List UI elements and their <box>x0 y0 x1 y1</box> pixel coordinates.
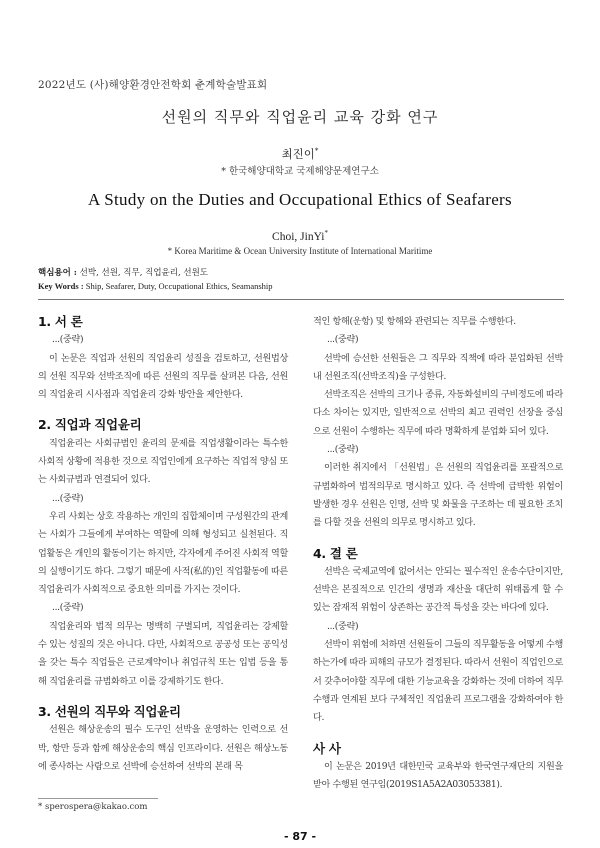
english-affiliation: * Korea Maritime & Ocean University Institute of International Maritime <box>167 246 433 256</box>
english-author-mark: * <box>324 229 328 237</box>
section-2-paragraph-1: 직업윤리는 사회규범인 윤리의 문제를 직업생활이라는 특수한 사회적 상황에 적용한 것으로 직업인에게 요구하는 직업적 양심 또는 사회규범과 연결되어 있다. <box>38 438 288 486</box>
section-3-paragraph: 선원은 해상운송의 필수 도구인 선박을 운영하는 인력으로 선박, 항만 등과 함께 해상운송의 핵심 인프라이다. 선원은 해상노동에 종사하는 사람으로 선박에 승선하여 선박의 본래 목 <box>38 725 288 772</box>
footnote-email: * sperospera@kakao.com <box>38 802 148 812</box>
english-title: A Study on the Duties and Occupational Ethics of Seafarers <box>88 190 512 209</box>
section-2-title: 2. 직업과 직업윤리 <box>38 417 142 433</box>
acknowledgement-title: 사 사 <box>313 740 341 756</box>
right-paragraph-continued: 적인 항해(운항) 및 항해와 관련되는 직무를 수행한다. <box>313 317 516 327</box>
korean-keywords-value: 선박, 선원, 직무, 직업윤리, 선원도 <box>76 268 209 278</box>
section-2-paragraph-2: 우리 사회는 상호 작용하는 개인의 집합체이며 구성원간의 관계는 사회가 그들에게 부여하는 역할에 의해 형성되고 실천된다. 직업활동은 개인의 활동이기는 하지만, 각자에게 주어진 사회적 역할의 실행이기도 하다. 그렇기 때문에 사적(私的)인 직업활동에 따른 직업윤리가 사회적으로 중요한 의미를 가지는 것이다. <box>38 511 288 596</box>
right-paragraph-1: 선박에 승선한 선원들은 그 직무와 직책에 따라 분업화된 선박 내 선원조직(선박조직)을 구성한다. <box>313 353 563 382</box>
section-4-paragraph-1: 선박은 국제교역에 없어서는 안되는 필수적인 운송수단이지만, 선박은 본질적으로 인간의 생명과 재산을 대단히 위태롭게 할 수 있는 잠재적 위험이 상존하는 공간적 특성을 갖는 바다에 있다. <box>313 566 563 614</box>
page-number: - 87 - <box>283 830 317 843</box>
english-author <box>0 229 600 243</box>
header-divider <box>38 299 564 300</box>
korean-affiliation: * 한국해양대학교 국제해양문제연구소 <box>221 166 379 177</box>
korean-title: 선원의 직무와 직업윤리 교육 강화 연구 <box>161 108 439 126</box>
right-paragraph-3: 이러한 취지에서 「선원법」은 선원의 직업윤리를 포괄적으로 규범화하여 법적의무로 명시하고 있다. 즉 선박에 급박한 위험이 발생한 경우 선원은 인명, 선박 및 화물을 구조하는 데 필요한 조치를 다할 것을 선원의 의무로 명시하고 있다. <box>313 463 563 529</box>
right-note-1: ...(중략) <box>327 335 359 346</box>
right-note-2: ...(중략) <box>327 445 359 456</box>
korean-author-mark: * <box>314 147 319 156</box>
korean-keywords <box>38 266 208 278</box>
korean-author <box>0 146 600 162</box>
english-keywords-label: Key Words : <box>38 281 84 291</box>
korean-keywords-label: 핵심용어 : <box>38 268 77 278</box>
english-author-name: Choi, JinYi <box>272 230 325 243</box>
section-4-paragraph-2: 선박이 위험에 처하면 선원들이 그들의 직무활동을 어떻게 수행하는가에 따라 피해의 규모가 결정된다. 따라서 선원이 직업인으로서 갖추어야할 직무에 대한 기능교육을 강화하는 것에 더하여 직무수행과 연계된 보다 구체적인 직업윤리 프로그램을 강화하여야 한다. <box>313 640 563 724</box>
footnote-divider <box>38 798 158 799</box>
korean-author-name: 최진이 <box>281 147 315 161</box>
section-1-paragraph: 이 논문은 직업과 선원의 직업윤리 성질을 검토하고, 선원법상의 선원 직무와 선박조직에 따른 선원의 직무를 살펴본 다음, 선원의 직업윤리 시사점과 직업윤리 강화 방안을 제안한다. <box>38 353 288 401</box>
section-2-note-1: ...(중략) <box>52 493 84 504</box>
section-4-title: 4. 결 론 <box>313 545 358 561</box>
english-keywords-value: Ship, Seafarer, Duty, Occupational Ethics, Seamanship <box>83 281 273 291</box>
section-2-note-2: ...(중략) <box>52 603 84 614</box>
conference-header: 2022년도 (사)해양환경안전학회 춘계학술발표회 <box>38 79 268 91</box>
right-paragraph-2: 선박조직은 선박의 크기나 종류, 자동화설비의 구비정도에 따라 다소 차이는 있지만, 일반적으로 선박의 최고 권력인 선장을 중심으로 선원이 수행하는 직무에 따라 명확하게 분업화 되어 있다. <box>313 390 563 437</box>
left-column <box>38 313 288 776</box>
right-column <box>313 313 563 794</box>
acknowledgement-paragraph: 이 논문은 2019년 대한민국 교육부와 한국연구재단의 지원을 받아 수행된 연구임(2019S1A5A2A03053381). <box>313 761 563 791</box>
section-3-title: 3. 선원의 직무와 직업윤리 <box>38 703 181 719</box>
section-1-title: 1. 서 론 <box>38 314 83 329</box>
english-keywords <box>38 281 273 291</box>
section-2-paragraph-3: 직업윤리와 법적 의무는 명백히 구별되며, 직업윤리는 강제할 수 있는 성질의 것은 아니다. 다만, 사회적으로 공공성 또는 공익성을 갖는 특수 직업들은 근로계약이나 취업규칙 또는 입법 등을 통해 직업윤리를 규범화하고 이를 강제하기도 한다. <box>38 621 288 687</box>
section-4-note: ...(중략) <box>327 621 359 632</box>
section-1-note: ...(중략) <box>52 335 84 346</box>
